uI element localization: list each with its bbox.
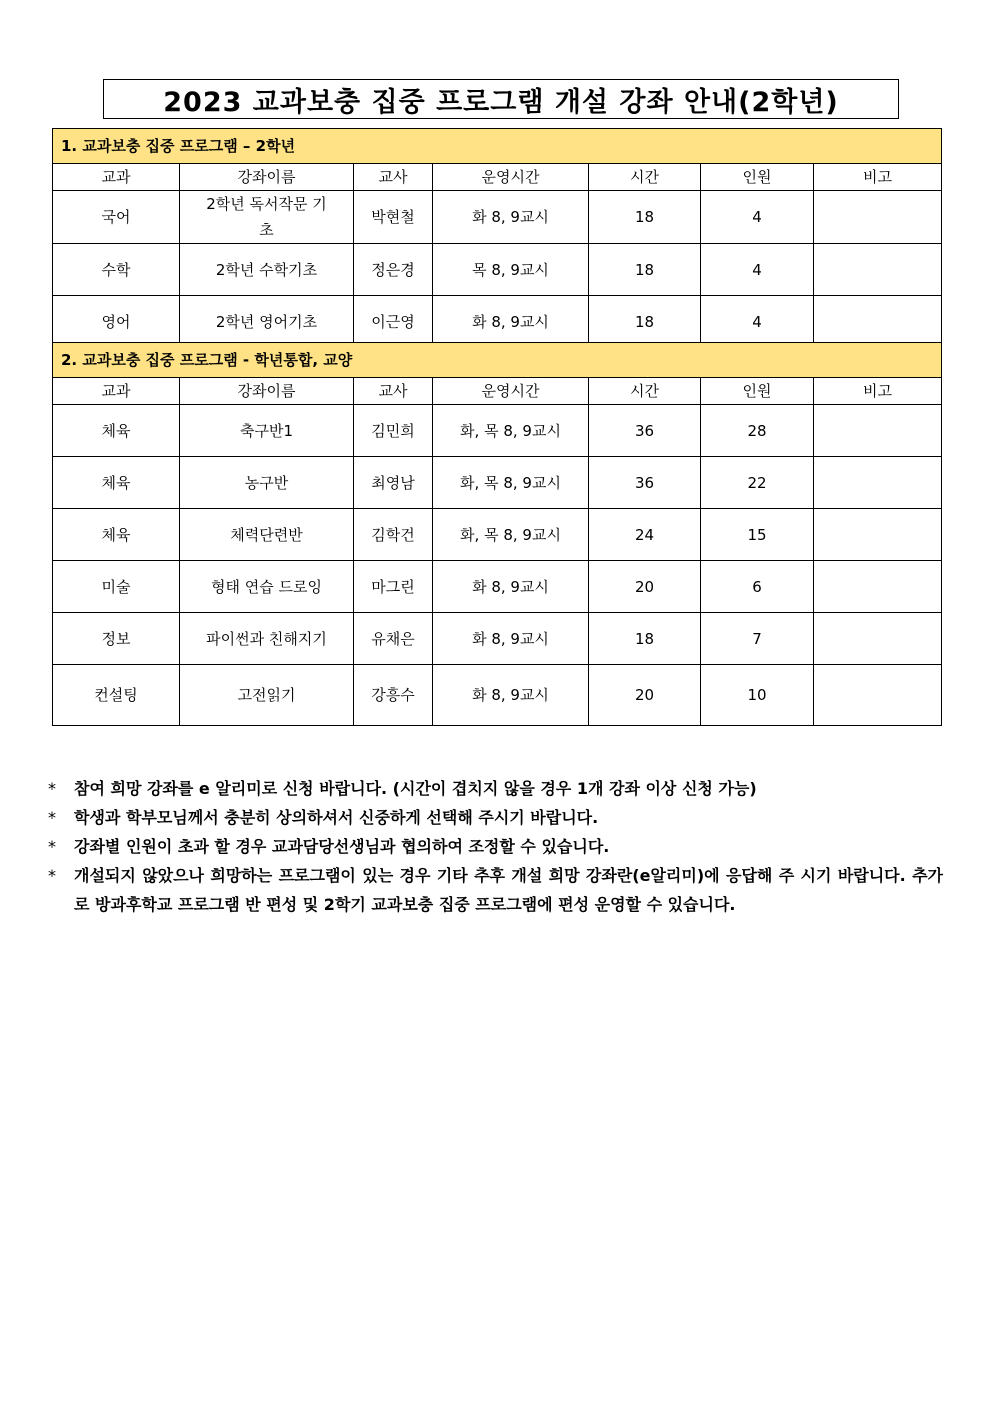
hours-cell: 20 xyxy=(589,665,701,726)
people-cell: 4 xyxy=(701,244,814,296)
section-heading: 2. 교과보충 집중 프로그램 - 학년통합, 교양 xyxy=(53,343,942,378)
teacher-cell: 박현철 xyxy=(354,191,433,244)
note-cell xyxy=(814,613,942,665)
note-cell xyxy=(814,191,942,244)
column-header: 비고 xyxy=(814,378,942,405)
course-cell: 고전읽기 xyxy=(180,665,354,726)
course-cell: 형태 연습 드로잉 xyxy=(180,561,354,613)
people-cell: 4 xyxy=(701,191,814,244)
note-cell xyxy=(814,665,942,726)
note-cell xyxy=(814,405,942,457)
teacher-cell: 유채은 xyxy=(354,613,433,665)
hours-cell: 18 xyxy=(589,191,701,244)
hours-cell: 36 xyxy=(589,457,701,509)
asterisk-icon: * xyxy=(48,808,56,827)
column-header-row xyxy=(53,164,942,191)
teacher-cell: 정은경 xyxy=(354,244,433,296)
note-text: 강좌별 인원이 초과 할 경우 교과담당선생님과 협의하여 조정할 수 있습니다. xyxy=(74,837,610,856)
column-header: 운영시간 xyxy=(433,378,589,405)
table-row xyxy=(53,561,942,613)
teacher-cell: 마그린 xyxy=(354,561,433,613)
subject-cell: 수학 xyxy=(53,244,180,296)
column-header: 운영시간 xyxy=(433,164,589,191)
section-heading: 1. 교과보충 집중 프로그램 – 2학년 xyxy=(53,129,942,164)
notes-list xyxy=(48,774,943,919)
asterisk-icon: * xyxy=(48,779,56,798)
teacher-cell: 이근영 xyxy=(354,296,433,348)
course-cell: 2학년 독서작문 기초 xyxy=(180,191,354,244)
note-text: 학생과 학부모님께서 충분히 상의하셔서 신중하게 선택해 주시기 바랍니다. xyxy=(74,808,599,827)
note-cell xyxy=(814,244,942,296)
people-cell: 22 xyxy=(701,457,814,509)
subject-cell: 미술 xyxy=(53,561,180,613)
hours-cell: 24 xyxy=(589,509,701,561)
table-row xyxy=(53,509,942,561)
column-header: 교과 xyxy=(53,164,180,191)
note-text: 개설되지 않았으나 희망하는 프로그램이 있는 경우 기타 추후 개설 희망 강좌란(e알리미)에 응답해 주 시기 바랍니다. 추가로 방과후학교 프로그램 반 편성 및 2학기 교과보충 집중 프로그램에 편성 운영할 수 있습니다. xyxy=(74,866,943,914)
table-row xyxy=(53,457,942,509)
table-row xyxy=(53,405,942,457)
schedule-cell: 화, 목 8, 9교시 xyxy=(433,509,589,561)
note-item xyxy=(48,861,943,919)
people-cell: 6 xyxy=(701,561,814,613)
hours-cell: 18 xyxy=(589,296,701,348)
people-cell: 10 xyxy=(701,665,814,726)
table-row xyxy=(53,296,942,348)
table-row xyxy=(53,613,942,665)
note-cell xyxy=(814,457,942,509)
schedule-cell: 화 8, 9교시 xyxy=(433,561,589,613)
column-header: 교과 xyxy=(53,378,180,405)
table-row xyxy=(53,665,942,726)
course-cell: 2학년 수학기초 xyxy=(180,244,354,296)
table-row xyxy=(53,191,942,244)
people-cell: 7 xyxy=(701,613,814,665)
note-cell xyxy=(814,561,942,613)
page-title: 2023 교과보충 집중 프로그램 개설 강좌 안내(2학년) xyxy=(103,79,899,119)
subject-cell: 체육 xyxy=(53,405,180,457)
column-header: 인원 xyxy=(701,164,814,191)
schedule-cell: 화, 목 8, 9교시 xyxy=(433,457,589,509)
note-item xyxy=(48,774,943,803)
teacher-cell: 강흥수 xyxy=(354,665,433,726)
table-row xyxy=(53,244,942,296)
column-header-row xyxy=(53,378,942,405)
asterisk-icon: * xyxy=(48,866,56,885)
subject-cell: 체육 xyxy=(53,509,180,561)
subject-cell: 컨설팅 xyxy=(53,665,180,726)
column-header: 인원 xyxy=(701,378,814,405)
teacher-cell: 김민희 xyxy=(354,405,433,457)
note-cell xyxy=(814,296,942,348)
note-item xyxy=(48,832,943,861)
column-header: 비고 xyxy=(814,164,942,191)
column-header: 강좌이름 xyxy=(180,378,354,405)
note-text: 참여 희망 강좌를 e 알리미로 신청 바랍니다. (시간이 겹치지 않을 경우 1개 강좌 이상 신청 가능) xyxy=(74,779,757,798)
schedule-cell: 화, 목 8, 9교시 xyxy=(433,405,589,457)
column-header: 강좌이름 xyxy=(180,164,354,191)
people-cell: 4 xyxy=(701,296,814,348)
people-cell: 28 xyxy=(701,405,814,457)
hours-cell: 36 xyxy=(589,405,701,457)
asterisk-icon: * xyxy=(48,837,56,856)
subject-cell: 정보 xyxy=(53,613,180,665)
integrated-program-table xyxy=(52,342,942,726)
note-cell xyxy=(814,509,942,561)
teacher-cell: 김학건 xyxy=(354,509,433,561)
schedule-cell: 화 8, 9교시 xyxy=(433,296,589,348)
course-cell: 2학년 영어기초 xyxy=(180,296,354,348)
column-header: 교사 xyxy=(354,164,433,191)
hours-cell: 20 xyxy=(589,561,701,613)
course-cell: 축구반1 xyxy=(180,405,354,457)
hours-cell: 18 xyxy=(589,613,701,665)
hours-cell: 18 xyxy=(589,244,701,296)
column-header: 시간 xyxy=(589,378,701,405)
schedule-cell: 화 8, 9교시 xyxy=(433,665,589,726)
teacher-cell: 최영남 xyxy=(354,457,433,509)
course-cell: 체력단련반 xyxy=(180,509,354,561)
column-header: 시간 xyxy=(589,164,701,191)
column-header: 교사 xyxy=(354,378,433,405)
note-item xyxy=(48,803,943,832)
subject-cell: 체육 xyxy=(53,457,180,509)
subject-cell: 영어 xyxy=(53,296,180,348)
people-cell: 15 xyxy=(701,509,814,561)
course-cell: 농구반 xyxy=(180,457,354,509)
schedule-cell: 화 8, 9교시 xyxy=(433,613,589,665)
schedule-cell: 목 8, 9교시 xyxy=(433,244,589,296)
subject-cell: 국어 xyxy=(53,191,180,244)
schedule-cell: 화 8, 9교시 xyxy=(433,191,589,244)
course-cell: 파이썬과 친해지기 xyxy=(180,613,354,665)
grade2-program-table xyxy=(52,128,942,348)
